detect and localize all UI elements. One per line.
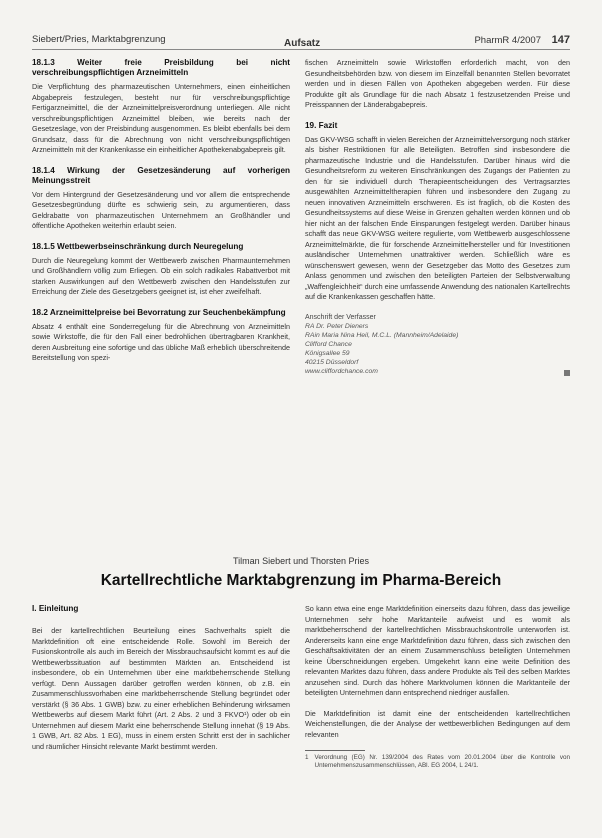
section-body: Vor dem Hintergrund der Gesetzesänderung und vor allem die entsprechende Gesetzesbegründung dürfte es schwierig sein, zu argumentieren, dass Geldrabatte von pharmazeutischen Unternehmern an Großhändler und öffentliche Apotheken weiterhin erlaubt seien. bbox=[32, 189, 290, 230]
address-heading: Anschrift der Verfasser bbox=[305, 313, 376, 321]
address-line: Clifford Chance bbox=[305, 340, 352, 348]
section-body: Die Verpflichtung des pharmazeutischen Unternehmers, einen einheitlichen Abgabepreis festzulegen, besteht nur für verschreibungspflichtige Fertigarzneimittel, die der Arzneimittelpreisverordnung unterliegen. Alle nicht verschreibungspflichtigen Arzneimittel bleiben, wie bereits nach der Gesetzeslage, von der Preisbindung ausgenommen. Es bleibt ebenfalls bei dem Grundsatz, dass für die Abrechnung von nicht verschreibungspflichtigen Arzneimitteln mit der Krankenkasse ein einheitlicher Apothekenabgabepreis gilt. bbox=[32, 82, 290, 154]
article-end-mark bbox=[564, 370, 570, 376]
footnote-rule bbox=[305, 750, 365, 751]
lower-left-column bbox=[32, 604, 290, 762]
section-heading: 18.1.4 Wirkung der Gesetzesänderung auf vorherigen Meinungsstreit bbox=[32, 165, 290, 185]
page-header bbox=[32, 32, 570, 48]
body-paragraph: Die Marktdefinition ist damit eine der entscheidenden kartellrechtlichen Weichenstellungen, die der Analyse der wettbewerblichen Bedingungen auf dem relevanten bbox=[305, 708, 570, 739]
section-18-2 bbox=[32, 308, 290, 364]
section-18-1-4 bbox=[32, 166, 290, 232]
page-number: 147 bbox=[551, 34, 570, 46]
footnote-text: Verordnung (EG) Nr. 139/2004 des Rates vom 20.01.2004 über die Kontrolle von Unternehmenszusammenschlüssen, ABl. EG 2004, L 24/1. bbox=[314, 754, 570, 770]
address-line: Königsallee 59 bbox=[305, 349, 350, 357]
address-line: 40215 Düsseldorf bbox=[305, 358, 359, 366]
einleitung-body: Bei der kartellrechtlichen Beurteilung eines Sachverhalts spielt die Marktdefinition oft eine entscheidende Rolle. Sowohl im Bereich der Fusionskontrolle als auch im Bereich der Missbrauchsaufsicht kommt es auf die Wettbewerbssituation auf bestimmten Märkten an. Entscheidend ist insbesondere, ob ein Unternehmen über eine marktbeherrschende Stellung verfügt. Denn Aussagen darüber getroffen werden können, ob z.B. ein Zusammenschlussvorhaben eine marktbeherrschende Stellung begründet oder verstärkt (§ 36 Abs. 1 GWB) bzw. zu einer erheblichen Behinderung wirksamen Wettbewerbs auf diesem Markt führt (Art. 2 Abs. 2 und 3 FKVO¹) oder ob ein Unternehmen auf diesem Markt eine beherrschende Stellung innehat (§ 19 Abs. 1 GWB, Art. 82 Abs. 1 EG), muss in einem ersten Schritt erst der in sachlicher und räumlicher Hinsicht relevante Markt bestimmt werden. bbox=[32, 626, 290, 751]
section-heading: 18.2 Arzneimittelpreise bei Bevorratung zur Seuchenbekämpfung bbox=[32, 307, 286, 317]
continued-paragraph: fischen Arzneimitteln sowie Wirkstoffen erforderlich macht, von den Gesundheitsbehörden bzw. von diesem im Einzelfall benannten Stellen bevorratet werden und in diesen Fällen von Apotheken abgegeben werden. Für diese Produkte gilt als Grundlage für die nach Absatz 1 festzusetzenden Preise und Preisspannen der Länderabgabepreis. bbox=[305, 58, 570, 109]
section-18-1-5 bbox=[32, 242, 290, 298]
footnote-number: 1 bbox=[305, 754, 309, 761]
einleitung-heading: I. Einleitung bbox=[32, 604, 79, 613]
section-heading: 18.1.3 Weiter freie Preisbildung bei nicht verschreibungspflichtigen Arzneimitteln bbox=[32, 58, 290, 77]
section-heading: 18.1.5 Wettbewerbseinschränkung durch Neuregelung bbox=[32, 241, 244, 251]
address-line: RA Dr. Peter Dieners bbox=[305, 322, 369, 330]
lower-right-column bbox=[305, 604, 570, 770]
author-address bbox=[305, 313, 570, 376]
fazit-heading: 19. Fazit bbox=[305, 120, 338, 130]
section-label: Aufsatz bbox=[284, 38, 321, 49]
address-website-link[interactable]: www.cliffordchance.com bbox=[305, 367, 378, 375]
article-title: Kartellrechtliche Marktabgrenzung im Pharma-Bereich bbox=[100, 572, 502, 589]
section-body: Durch die Neuregelung kommt der Wettbewerb zwischen Pharmaunternehmen und Großhändlern völlig zum Erliegen. Ob ein solch radikales Rabattverbot mit starken Auswirkungen auf den Wettbewerb zwischen den Handelsstufen zur Erreichung der Ziele des Gesetzgebers geeignet ist, ist eher zweifelhaft. bbox=[32, 255, 290, 296]
running-head-authors: Siebert/Pries, Marktabgrenzung bbox=[32, 34, 166, 45]
section-18-1-3 bbox=[32, 58, 290, 156]
footnote bbox=[305, 754, 570, 770]
fazit-body: Das GKV-WSG schafft in vielen Bereichen der Arzneimittelversorgung noch stärker als bisher Restriktionen für alle Beteiligten. Betroffen sind insbesondere die pharmazeutische Industrie und die Handelsstufen. Darüber hinaus wird die Gesundheitsreform zu weiteren Einschränkungen des Zugangs der Patienten zu den für sie individuell durch Therapieentscheidungen des Vertragsarztes ausgewählten Arzneimitteltherapien führen und insbesondere den Zugang zu neuen innovativen Arzneimitteln erschweren. Es ist fraglich, ob die Kosten des Gesundheitssystems auf diese Weise in Grenzen gehalten werden können und ob hier nicht an der falschen Ende Einsparungen festgelegt werden. Darüber hinaus schafft das neue GKV-WSG weitere regulierte, vom Wettbewerb ausgeschlossene Arzneimittelmärkte, die für forschende Arzneimittelhersteller und für Investitionen ausländischer Unternehmen unattraktiver werden. Schließlich wäre es wünschenswert gewesen, wenn der Gesetzgeber das Motto des Gesetzes zum Anlass genommen und zwischen den beteiligten Parteien der Selbstverwaltung „Waffengleichheit“ durch eine umfassende Anwendung des nationalen Kartellrechts auf die Krankenkassen geschaffen hätte. bbox=[305, 134, 570, 301]
article-authors: Tilman Siebert und Thorsten Pries bbox=[232, 556, 370, 566]
journal-reference bbox=[474, 34, 570, 46]
section-body: Absatz 4 enthält eine Sonderregelung für die Abrechnung von Arzneimitteln sowie Wirkstoffe, die für den Fall einer bedrohlichen übertragbaren Krankheit, deren Ausbreitung eine sofortige und das übliche Maß erheblich überschreitende Bereitstellung von spezi- bbox=[32, 321, 290, 362]
upper-right-column bbox=[305, 58, 570, 376]
header-rule bbox=[32, 49, 570, 50]
journal-issue: PharmR 4/2007 bbox=[474, 35, 541, 46]
address-line: RAin Maria Nina Heil, M.C.L. (Mannheim/Adelaide) bbox=[305, 331, 459, 339]
upper-left-column bbox=[32, 58, 290, 374]
body-paragraph: So kann etwa eine enge Marktdefinition einerseits dazu führen, dass das jeweilige Unternehmen sehr hohe Marktanteile aufweist und es womit als marktbeherrschend der kartellrechtlichen Missbrauchskontrolle unterworfen ist. Andererseits kann eine enge Marktdefinition dazu führen, dass sich zwischen den Geschäftsaktivitäten der an einem Zusammenschluss beteiligten Unternehmen keine Überschneidungen ergeben. Umgekehrt kann eine weite Definition des relevanten Marktes dazu führen, dass andere Produkte als Teil des selben Marktes anzusehen sind. Durch das höhere Marktvolumen können die Marktanteile der beteiligten Unternehmen dann entsprechend niedriger ausfallen. bbox=[305, 604, 570, 697]
